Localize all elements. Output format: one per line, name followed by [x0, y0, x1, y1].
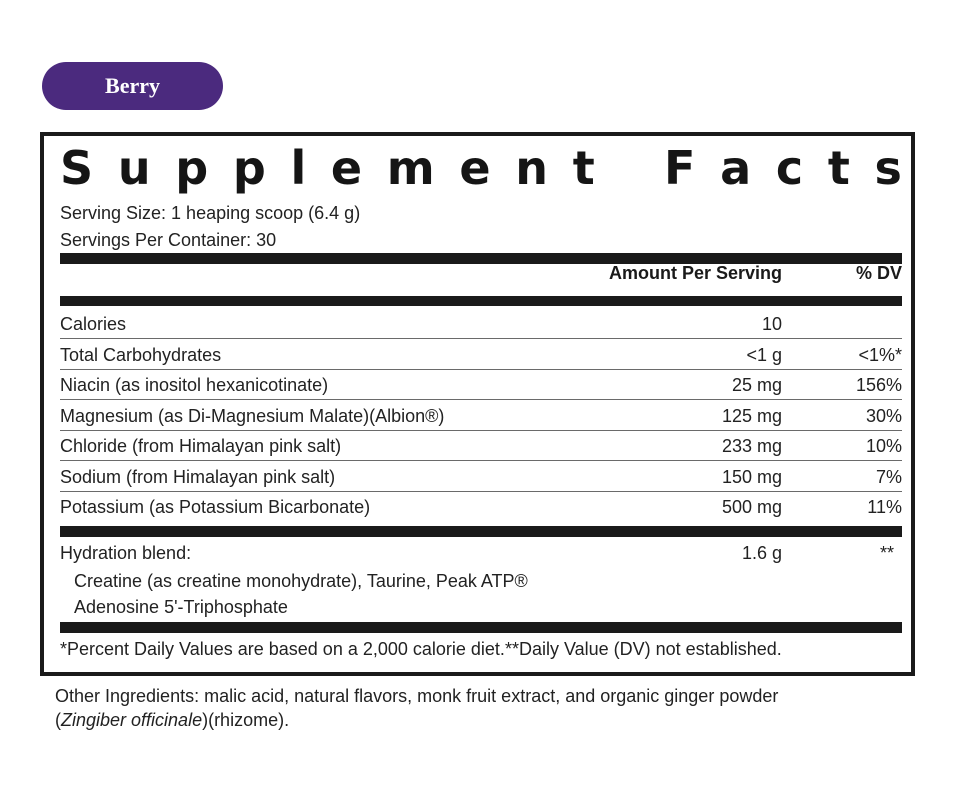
title-letter: m: [386, 141, 435, 195]
title-letter: S: [60, 141, 94, 195]
nutrient-row: [60, 309, 902, 339]
title-letter: e: [459, 141, 491, 195]
daily-value-header: % DV: [855, 263, 902, 283]
title-letter: a: [720, 141, 752, 195]
nutrient-row: [60, 462, 902, 492]
title-letter: c: [775, 141, 804, 195]
nutrient-amount: 10: [761, 314, 782, 334]
title-letter: F: [664, 141, 696, 195]
nutrient-row: [60, 401, 902, 431]
amount-per-serving-header: Amount Per Serving: [608, 263, 782, 283]
nutrient-dv: <1%*: [858, 344, 902, 365]
thick-divider: [60, 622, 902, 633]
nutrient-name: Niacin (as inositol hexanicotinate): [60, 375, 329, 395]
nutrient-dv: 30%: [865, 405, 902, 426]
title-letter: s: [874, 141, 902, 195]
nutrient-name: Magnesium (as Di-Magnesium Malate)(Albion®): [60, 405, 445, 426]
paren-open: (: [55, 710, 61, 730]
title-letter: l: [290, 141, 307, 195]
title-letter: p: [232, 141, 266, 195]
nutrient-amount: 125 mg: [721, 405, 782, 426]
nutrient-name: Sodium (from Himalayan pink salt): [60, 466, 336, 487]
blend-dv: **: [879, 543, 894, 563]
blend-ingredients-line-2: Adenosine 5'-Triphosphate: [74, 597, 288, 617]
title-letter: e: [330, 141, 363, 195]
nutrient-dv: 11%: [867, 497, 902, 517]
title-letter: t: [572, 141, 595, 195]
nutrient-row: [60, 370, 902, 400]
nutrient-dv: 7%: [875, 466, 902, 487]
other-ingredients: [55, 684, 915, 732]
nutrient-amount: 500 mg: [721, 497, 782, 517]
blend-ingredients-line-1: Creatine (as creatine monohydrate), Taurine, Peak ATP®: [74, 571, 528, 591]
botanical-tail: )(rhizome).: [202, 710, 290, 730]
nutrient-name: Calories: [60, 314, 127, 334]
nutrient-row: [60, 492, 902, 522]
other-ingredients-text: Other Ingredients: malic acid, natural flavors, monk fruit extract, and organic ginger powder: [55, 686, 779, 706]
blend-name: Hydration blend:: [60, 543, 192, 563]
nutrient-dv: 156%: [855, 375, 902, 395]
nutrient-name: Chloride (from Himalayan pink salt): [60, 436, 342, 456]
thick-divider: [60, 526, 902, 537]
nutrient-amount: <1 g: [746, 344, 782, 365]
supplement-facts-panel: [40, 132, 915, 676]
title-letter: t: [827, 141, 850, 195]
nutrient-amount: 233 mg: [721, 436, 782, 456]
title-letter: u: [117, 141, 151, 195]
servings-per-container: Servings Per Container: 30: [60, 230, 277, 250]
nutrient-row: [60, 431, 902, 461]
nutrient-name: Potassium (as Potassium Bicarbonate): [60, 497, 371, 517]
nutrient-row: [60, 340, 902, 370]
blend-amount: 1.6 g: [741, 543, 782, 563]
nutrient-name: Total Carbohydrates: [60, 344, 222, 365]
title-letter: p: [175, 141, 209, 195]
title-letter: n: [515, 141, 549, 195]
flavor-badge: Berry: [42, 62, 223, 110]
botanical-name: Zingiber officinale: [61, 710, 203, 730]
supplement-facts-title: [60, 142, 902, 194]
thick-divider: [60, 296, 902, 306]
serving-size: Serving Size: 1 heaping scoop (6.4 g): [60, 203, 361, 223]
nutrient-amount: 25 mg: [731, 375, 782, 395]
daily-value-footnote: *Percent Daily Values are based on a 2,000 calorie diet.**Daily Value (DV) not established.: [60, 639, 782, 659]
nutrient-amount: 150 mg: [721, 466, 782, 487]
nutrient-dv: 10%: [865, 436, 902, 456]
